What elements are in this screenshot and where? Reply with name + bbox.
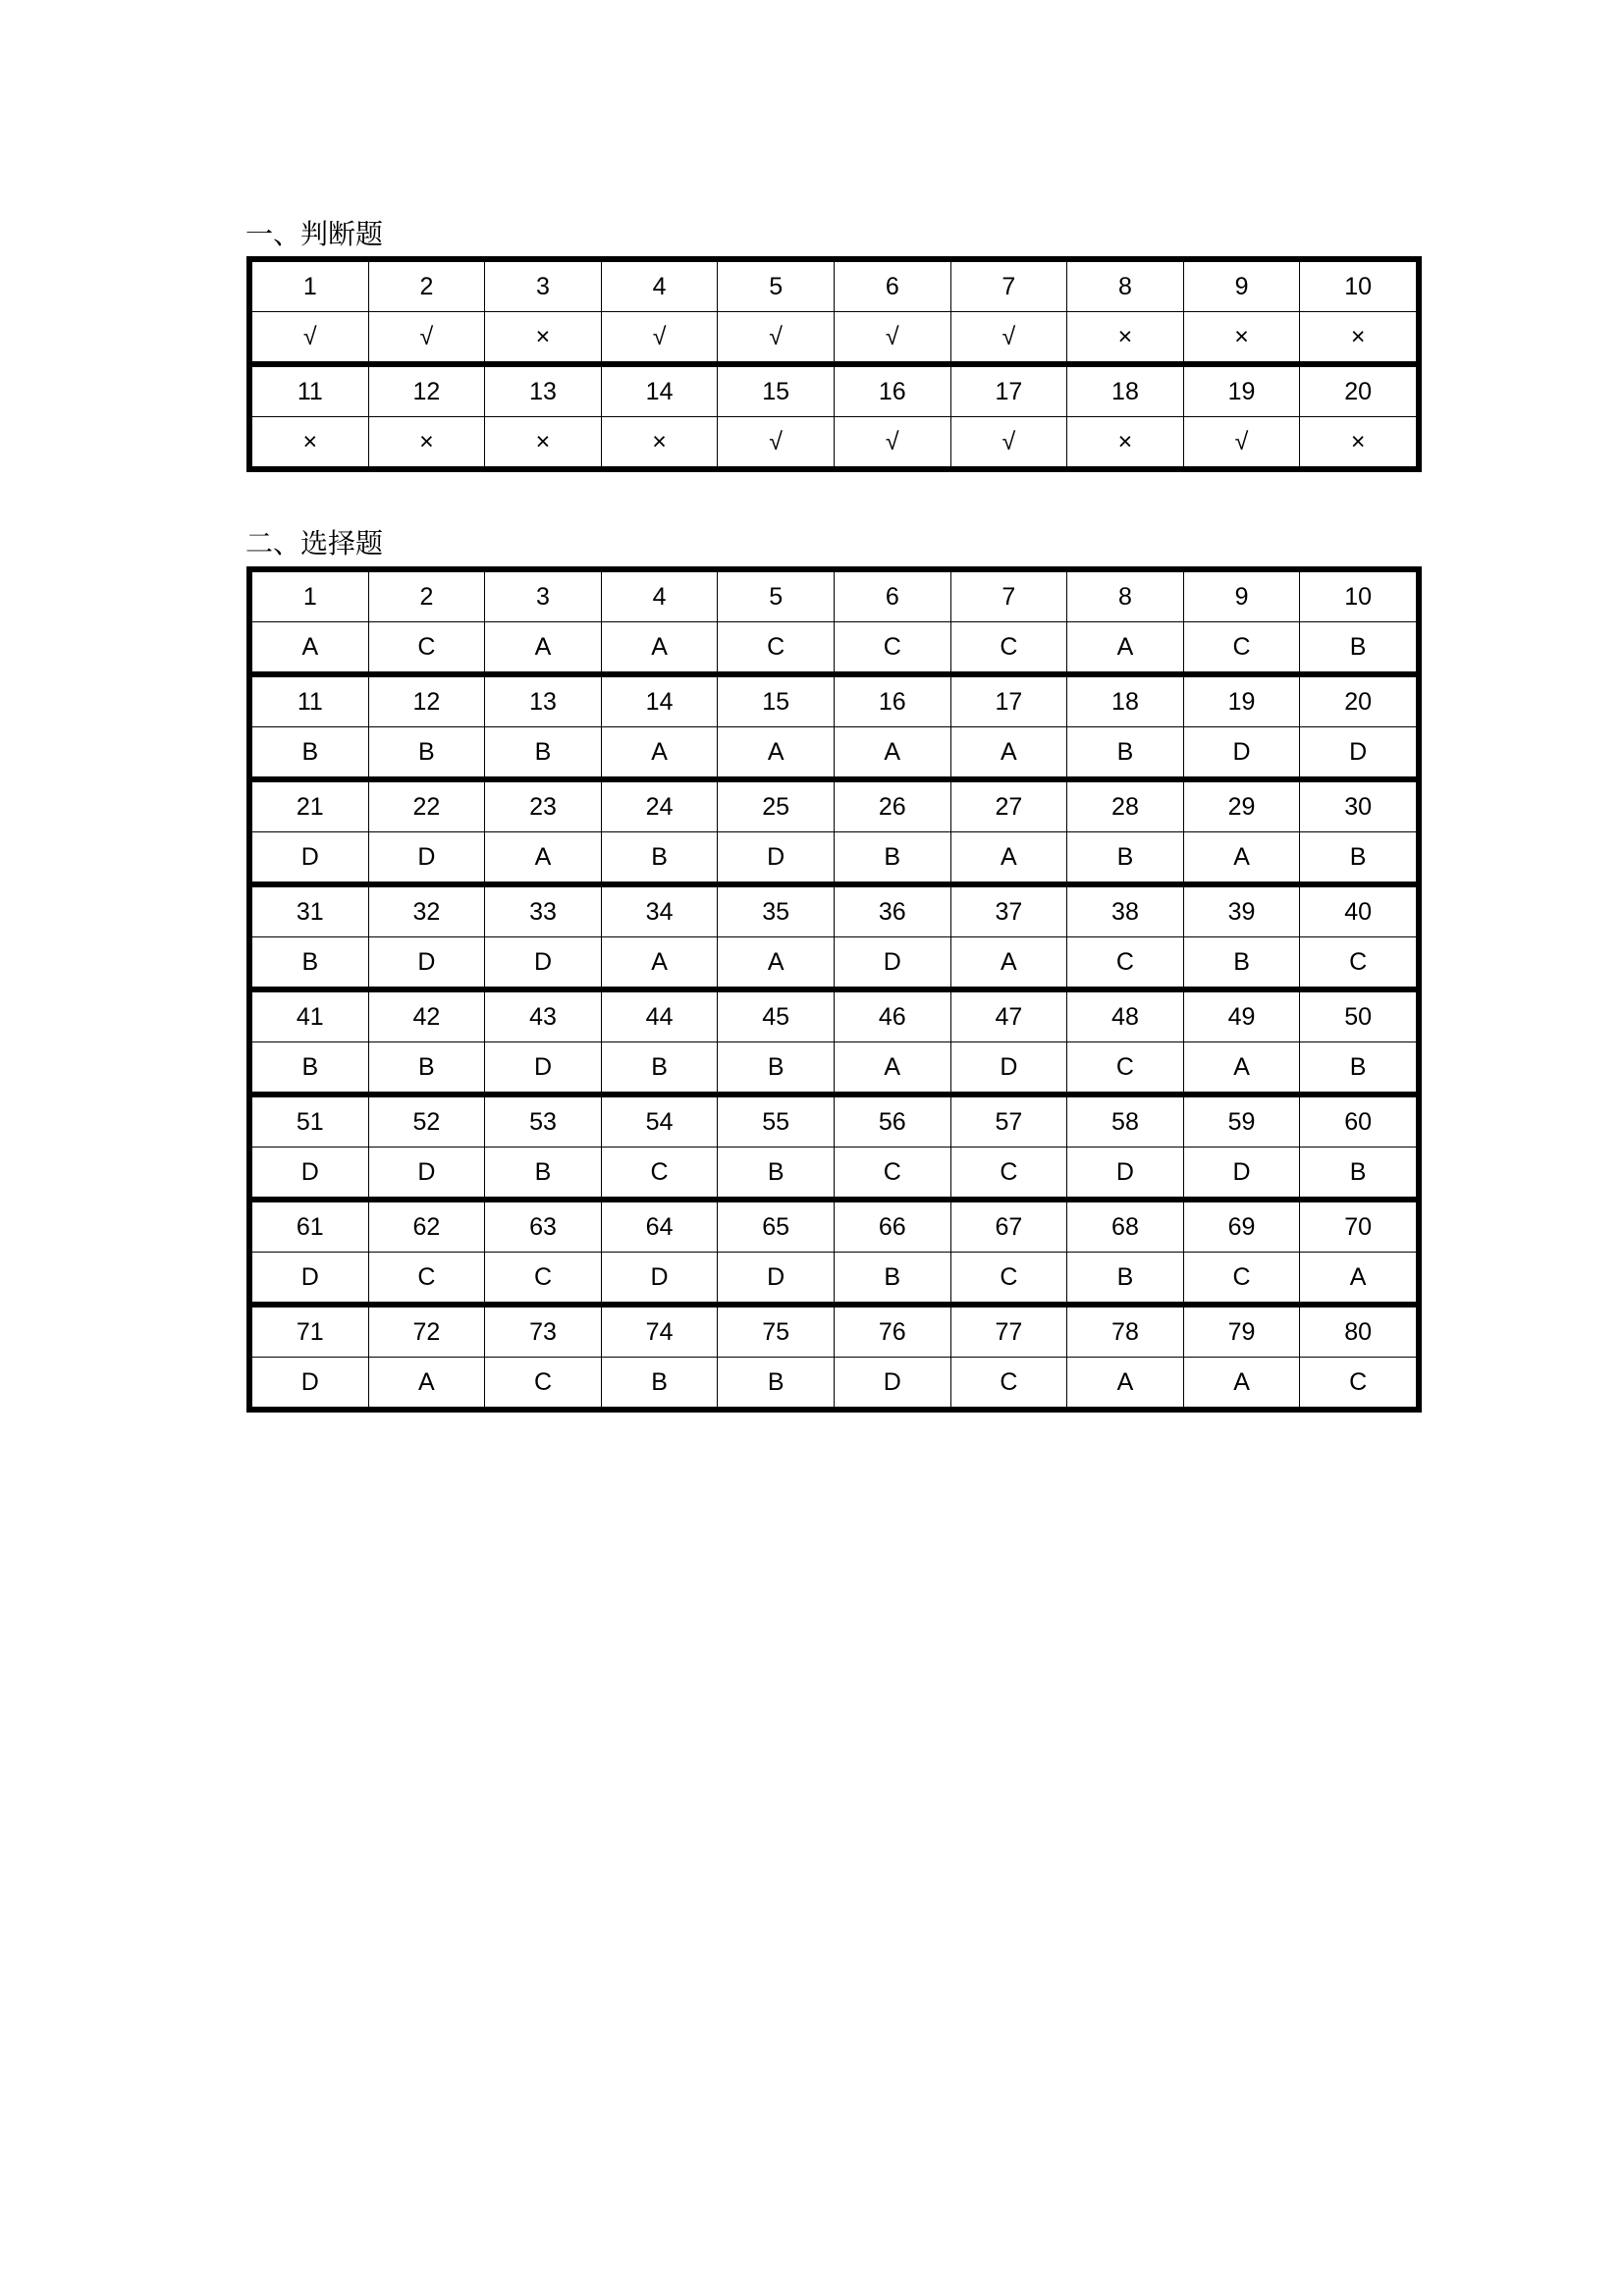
question-number-cell: 16 [834, 367, 950, 416]
question-number-cell: 3 [484, 262, 601, 311]
question-number-cell: 70 [1299, 1202, 1416, 1252]
question-number-cell: 22 [368, 782, 485, 831]
question-number-cell: 1 [302, 272, 317, 300]
question-number-cell: 10 [1299, 572, 1416, 621]
answer-row [252, 416, 1416, 466]
answer-block [252, 881, 1416, 987]
question-number-cell: 6 [834, 262, 950, 311]
answer-cell: B [301, 1052, 319, 1081]
question-number-cell: 62 [368, 1202, 485, 1252]
answer-cell: C [1183, 1253, 1300, 1302]
answer-cell: D [717, 832, 834, 881]
question-number-cell: 3 [484, 572, 601, 621]
answer-cell: D [300, 1262, 319, 1291]
question-number-cell: 42 [368, 992, 485, 1041]
answer-cell: D [1183, 1148, 1300, 1197]
answer-block [252, 262, 1416, 361]
answer-cell: A [717, 937, 834, 987]
answer-cell: C [950, 622, 1067, 671]
question-number-cell: 54 [601, 1097, 718, 1147]
question-number-cell: 9 [1183, 572, 1300, 621]
answer-cell: D [484, 1042, 601, 1092]
question-number-cell: 11 [297, 377, 323, 405]
answer-cell: A [1066, 1358, 1183, 1407]
answer-cell: C [1299, 937, 1416, 987]
question-number-cell: 9 [1183, 262, 1300, 311]
question-number-cell: 53 [484, 1097, 601, 1147]
question-number-cell: 61 [296, 1212, 324, 1241]
answer-cell: × [1066, 312, 1183, 361]
answer-cell: B [717, 1042, 834, 1092]
question-number-cell: 1 [302, 582, 317, 611]
answer-cell: A [834, 727, 950, 776]
question-number-cell: 40 [1299, 887, 1416, 936]
question-number-cell: 50 [1299, 992, 1416, 1041]
question-number-cell: 55 [717, 1097, 834, 1147]
question-number-cell: 11 [297, 687, 323, 716]
section-title-multiple-choice: 二、选择题 [245, 527, 384, 560]
answer-cell: D [834, 1358, 950, 1407]
true-false-answer-table [246, 256, 1422, 472]
question-number-cell: 2 [368, 262, 485, 311]
answer-cell: A [601, 727, 718, 776]
question-number-cell: 37 [950, 887, 1067, 936]
answer-cell: D [1183, 727, 1300, 776]
answer-row [252, 1252, 1416, 1302]
answer-cell: A [950, 937, 1067, 987]
question-number-cell: 14 [601, 367, 718, 416]
question-number-cell: 45 [717, 992, 834, 1041]
question-number-cell: 49 [1183, 992, 1300, 1041]
question-number-cell: 13 [484, 367, 601, 416]
answer-cell: B [601, 832, 718, 881]
question-number-row [252, 572, 1416, 621]
question-number-cell: 58 [1066, 1097, 1183, 1147]
question-number-cell: 18 [1066, 677, 1183, 726]
answer-cell: √ [834, 312, 950, 361]
multiple-choice-answer-table [246, 566, 1422, 1413]
question-number-cell: 2 [368, 572, 485, 621]
question-number-cell: 29 [1183, 782, 1300, 831]
answer-cell: √ [717, 417, 834, 466]
question-number-cell: 8 [1066, 262, 1183, 311]
question-number-cell: 66 [834, 1202, 950, 1252]
answer-cell: A [484, 832, 601, 881]
question-number-cell: 15 [717, 677, 834, 726]
answer-cell: A [1183, 832, 1300, 881]
question-number-cell: 48 [1066, 992, 1183, 1041]
question-number-row [252, 887, 1416, 936]
answer-cell: B [484, 727, 601, 776]
answer-cell: B [717, 1358, 834, 1407]
question-number-cell: 36 [834, 887, 950, 936]
answer-cell: √ [368, 312, 485, 361]
question-number-cell: 77 [950, 1308, 1067, 1357]
question-number-row [252, 992, 1416, 1041]
question-number-cell: 39 [1183, 887, 1300, 936]
answer-cell: D [1299, 727, 1416, 776]
answer-cell: C [1183, 622, 1300, 671]
answer-cell: B [717, 1148, 834, 1197]
answer-cell: B [368, 727, 485, 776]
answer-cell: D [300, 842, 319, 871]
question-number-cell: 67 [950, 1202, 1067, 1252]
answer-row [252, 936, 1416, 987]
question-number-cell: 5 [717, 572, 834, 621]
answer-cell: B [834, 1253, 950, 1302]
question-number-cell: 33 [484, 887, 601, 936]
question-number-cell: 20 [1299, 367, 1416, 416]
question-number-cell: 43 [484, 992, 601, 1041]
question-number-cell: 41 [296, 1002, 324, 1031]
answer-cell: A [301, 632, 319, 661]
answer-cell: A [717, 727, 834, 776]
answer-cell: B [301, 737, 319, 766]
question-number-cell: 46 [834, 992, 950, 1041]
question-number-cell: 69 [1183, 1202, 1300, 1252]
question-number-row [252, 367, 1416, 416]
question-number-cell: 68 [1066, 1202, 1183, 1252]
answer-cell: C [834, 1148, 950, 1197]
question-number-cell: 7 [950, 572, 1067, 621]
answer-row [252, 1147, 1416, 1197]
question-number-cell: 19 [1183, 677, 1300, 726]
answer-cell: B [1299, 622, 1416, 671]
question-number-cell: 5 [717, 262, 834, 311]
answer-cell: A [601, 622, 718, 671]
answer-cell: √ [950, 417, 1067, 466]
answer-cell: B [834, 832, 950, 881]
question-number-cell: 59 [1183, 1097, 1300, 1147]
answer-cell: A [368, 1358, 485, 1407]
answer-cell: D [368, 937, 485, 987]
question-number-cell: 4 [601, 262, 718, 311]
question-number-cell: 75 [717, 1308, 834, 1357]
answer-cell: A [950, 727, 1067, 776]
question-number-cell: 10 [1299, 262, 1416, 311]
question-number-cell: 26 [834, 782, 950, 831]
question-number-row [252, 677, 1416, 726]
answer-cell: D [368, 1148, 485, 1197]
question-number-cell: 8 [1066, 572, 1183, 621]
answer-cell: A [1183, 1042, 1300, 1092]
answer-cell: C [950, 1358, 1067, 1407]
answer-cell: × [368, 417, 485, 466]
answer-cell: C [1299, 1358, 1416, 1407]
answer-row [252, 831, 1416, 881]
answer-cell: C [601, 1148, 718, 1197]
answer-cell: C [950, 1253, 1067, 1302]
answer-row [252, 726, 1416, 776]
answer-cell: C [1066, 1042, 1183, 1092]
answer-block [252, 361, 1416, 466]
answer-cell: B [1066, 727, 1183, 776]
question-number-cell: 65 [717, 1202, 834, 1252]
answer-cell: B [1183, 937, 1300, 987]
answer-cell: B [1299, 832, 1416, 881]
answer-cell: B [601, 1042, 718, 1092]
answer-cell: √ [950, 312, 1067, 361]
question-number-cell: 20 [1299, 677, 1416, 726]
question-number-cell: 19 [1183, 367, 1300, 416]
question-number-cell: 23 [484, 782, 601, 831]
answer-cell: √ [834, 417, 950, 466]
question-number-cell: 35 [717, 887, 834, 936]
answer-cell: √ [1183, 417, 1300, 466]
question-number-cell: 17 [950, 677, 1067, 726]
answer-cell: × [601, 417, 718, 466]
answer-cell: × [302, 427, 318, 455]
answer-cell: A [1066, 622, 1183, 671]
answer-cell: × [484, 312, 601, 361]
question-number-cell: 13 [484, 677, 601, 726]
question-number-cell: 30 [1299, 782, 1416, 831]
question-number-cell: 24 [601, 782, 718, 831]
answer-cell: B [368, 1042, 485, 1092]
answer-cell: √ [302, 322, 317, 350]
question-number-row [252, 1202, 1416, 1252]
answer-cell: × [484, 417, 601, 466]
question-number-cell: 7 [950, 262, 1067, 311]
answer-cell: B [1066, 1253, 1183, 1302]
question-number-cell: 14 [601, 677, 718, 726]
answer-cell: B [601, 1358, 718, 1407]
question-number-cell: 25 [717, 782, 834, 831]
answer-cell: A [1299, 1253, 1416, 1302]
question-number-cell: 57 [950, 1097, 1067, 1147]
answer-cell: D [300, 1367, 319, 1396]
answer-cell: C [717, 622, 834, 671]
answer-row [252, 1357, 1416, 1407]
answer-cell: A [1183, 1358, 1300, 1407]
answer-cell: C [1066, 937, 1183, 987]
answer-cell: B [1066, 832, 1183, 881]
question-number-cell: 64 [601, 1202, 718, 1252]
answer-row [252, 1041, 1416, 1092]
answer-cell: B [1299, 1042, 1416, 1092]
answer-block [252, 671, 1416, 776]
question-number-cell: 6 [834, 572, 950, 621]
answer-cell: D [300, 1157, 319, 1186]
question-number-cell: 32 [368, 887, 485, 936]
answer-cell: D [834, 937, 950, 987]
answer-cell: D [1066, 1148, 1183, 1197]
answer-cell: C [368, 1253, 485, 1302]
question-number-cell: 4 [601, 572, 718, 621]
answer-cell: B [484, 1148, 601, 1197]
answer-row [252, 311, 1416, 361]
answer-cell: D [484, 937, 601, 987]
question-number-cell: 38 [1066, 887, 1183, 936]
answer-cell: D [717, 1253, 834, 1302]
answer-block [252, 987, 1416, 1092]
question-number-cell: 63 [484, 1202, 601, 1252]
question-number-cell: 27 [950, 782, 1067, 831]
answer-cell: A [484, 622, 601, 671]
answer-cell: C [484, 1253, 601, 1302]
question-number-row [252, 1308, 1416, 1357]
question-number-cell: 12 [368, 367, 485, 416]
question-number-cell: 31 [296, 897, 324, 926]
question-number-row [252, 262, 1416, 311]
question-number-cell: 28 [1066, 782, 1183, 831]
answer-cell: B [1299, 1148, 1416, 1197]
answer-cell: A [950, 832, 1067, 881]
question-number-cell: 52 [368, 1097, 485, 1147]
question-number-cell: 71 [296, 1317, 324, 1346]
answer-block [252, 1302, 1416, 1407]
question-number-cell: 72 [368, 1308, 485, 1357]
answer-cell: D [950, 1042, 1067, 1092]
question-number-cell: 56 [834, 1097, 950, 1147]
answer-block [252, 776, 1416, 881]
question-number-cell: 12 [368, 677, 485, 726]
question-number-cell: 21 [296, 792, 324, 821]
answer-block [252, 1092, 1416, 1197]
answer-row [252, 621, 1416, 671]
answer-cell: A [601, 937, 718, 987]
answer-cell: × [1066, 417, 1183, 466]
answer-cell: A [834, 1042, 950, 1092]
answer-cell: √ [717, 312, 834, 361]
question-number-row [252, 782, 1416, 831]
answer-cell: × [1183, 312, 1300, 361]
question-number-cell: 74 [601, 1308, 718, 1357]
question-number-cell: 73 [484, 1308, 601, 1357]
answer-block [252, 1197, 1416, 1302]
answer-cell: C [368, 622, 485, 671]
question-number-cell: 18 [1066, 367, 1183, 416]
question-number-cell: 76 [834, 1308, 950, 1357]
section-title-true-false: 一、判断题 [245, 218, 384, 250]
answer-cell: √ [601, 312, 718, 361]
question-number-cell: 15 [717, 367, 834, 416]
answer-cell: C [484, 1358, 601, 1407]
question-number-cell: 16 [834, 677, 950, 726]
question-number-cell: 51 [296, 1107, 324, 1136]
question-number-cell: 44 [601, 992, 718, 1041]
answer-cell: C [950, 1148, 1067, 1197]
answer-cell: D [601, 1253, 718, 1302]
question-number-row [252, 1097, 1416, 1147]
question-number-cell: 47 [950, 992, 1067, 1041]
answer-block [252, 572, 1416, 671]
question-number-cell: 34 [601, 887, 718, 936]
answer-cell: D [368, 832, 485, 881]
question-number-cell: 79 [1183, 1308, 1300, 1357]
question-number-cell: 60 [1299, 1097, 1416, 1147]
question-number-cell: 80 [1299, 1308, 1416, 1357]
answer-cell: × [1299, 417, 1416, 466]
answer-cell: × [1299, 312, 1416, 361]
question-number-cell: 78 [1066, 1308, 1183, 1357]
question-number-cell: 17 [950, 367, 1067, 416]
answer-cell: B [301, 947, 319, 976]
answer-cell: C [834, 622, 950, 671]
